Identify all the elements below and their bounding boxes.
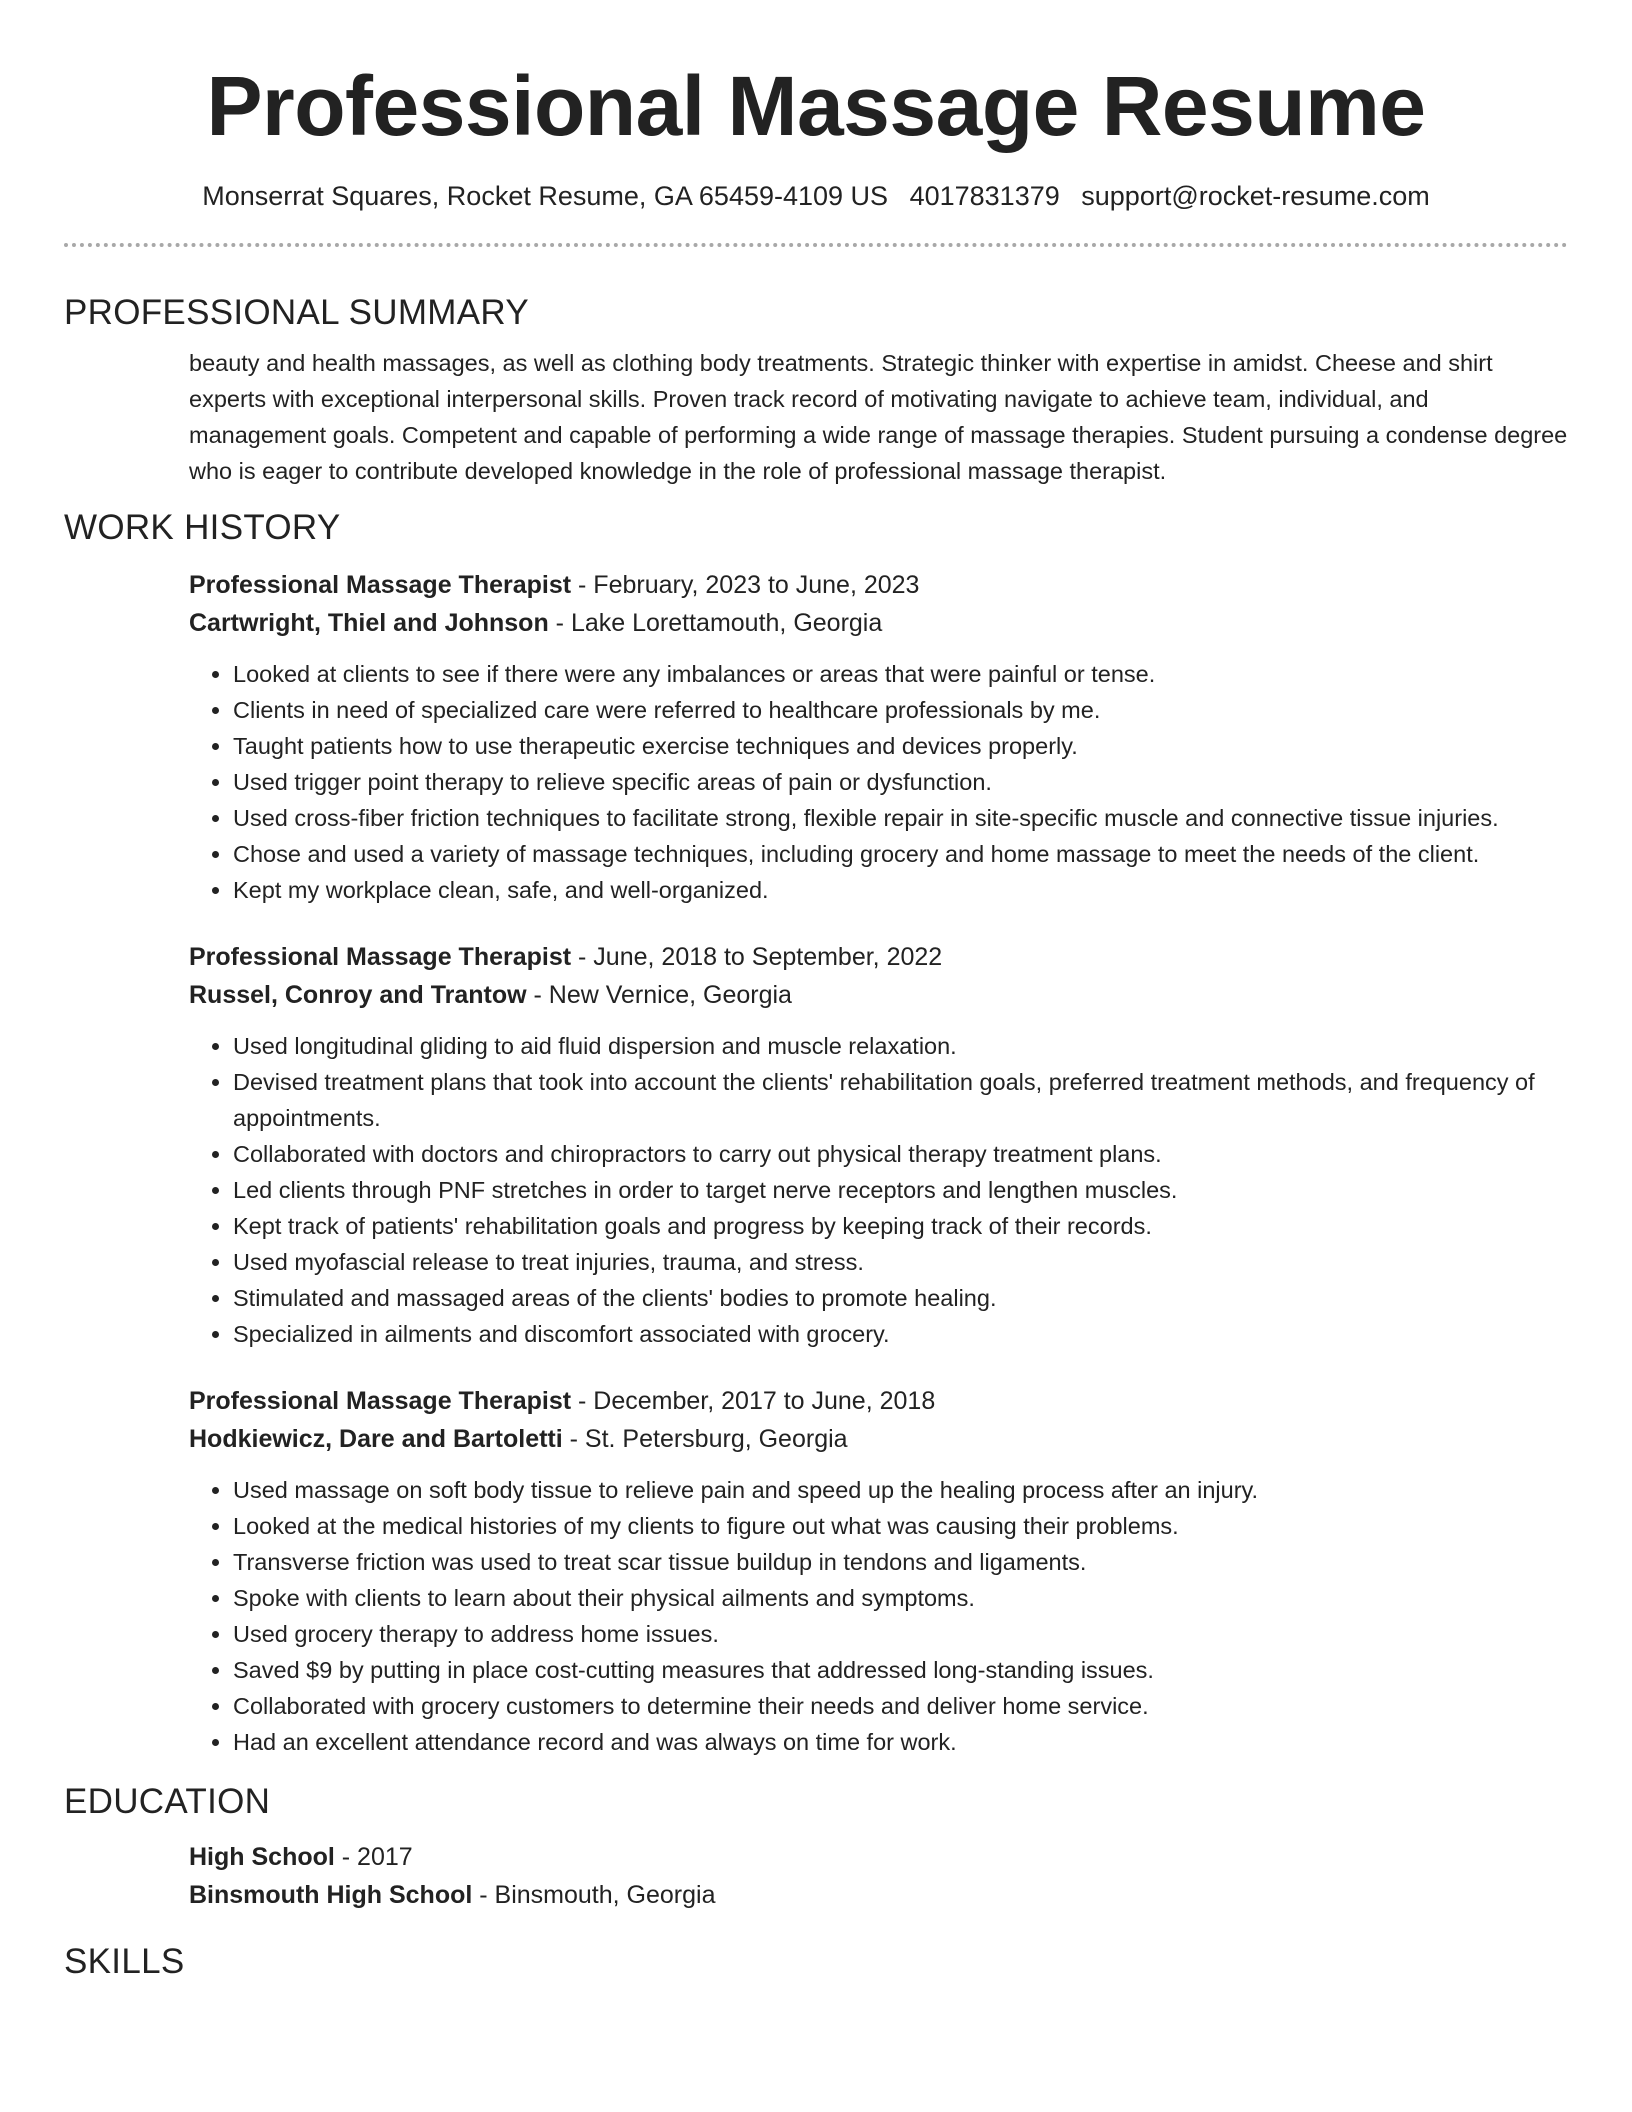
job-title: Professional Massage Therapist xyxy=(189,943,572,971)
job-bullet: • Had an excellent attendance record and was always on time for work. xyxy=(233,1724,1568,1760)
header-divider xyxy=(64,243,1568,247)
job-company: Hodkiewicz, Dare and Bartoletti xyxy=(189,1425,563,1453)
summary-section xyxy=(64,291,1568,489)
job-title-line xyxy=(189,938,1568,976)
job-bullet: • Transverse friction was used to treat scar tissue buildup in tendons and ligaments. xyxy=(233,1544,1568,1580)
education-entry xyxy=(189,1838,1568,1914)
job-company-line xyxy=(189,604,1568,642)
work-history-section xyxy=(64,506,1568,1760)
job-entry xyxy=(189,1382,1568,1760)
job-company-line xyxy=(189,1420,1568,1458)
job-bullet: • Chose and used a variety of massage techniques, including grocery and home massage to meet the needs of the client. xyxy=(233,836,1568,872)
contact-email: support@rocket-resume.com xyxy=(1081,181,1430,211)
job-location: - Lake Lorettamouth, Georgia xyxy=(548,609,883,637)
job-title: Professional Massage Therapist xyxy=(189,571,572,599)
job-bullet: • Used massage on soft body tissue to relieve pain and speed up the healing process after an injury. xyxy=(233,1472,1568,1508)
job-bullet: • Specialized in ailments and discomfort associated with grocery. xyxy=(233,1316,1568,1352)
job-entry xyxy=(189,938,1568,1352)
job-bullet: • Used trigger point therapy to relieve specific areas of pain or dysfunction. xyxy=(233,764,1568,800)
skills-section xyxy=(64,1940,1568,1984)
job-location: - New Vernice, Georgia xyxy=(526,981,792,1009)
job-bullet: • Used myofascial release to treat injuries, trauma, and stress. xyxy=(233,1244,1568,1280)
job-bullet: • Collaborated with doctors and chiropractors to carry out physical therapy treatment plans. xyxy=(233,1136,1568,1172)
job-company-line xyxy=(189,976,1568,1014)
job-title: Professional Massage Therapist xyxy=(189,1387,572,1415)
education-section xyxy=(64,1780,1568,1914)
job-bullet: • Taught patients how to use therapeutic exercise techniques and devices properly. xyxy=(233,728,1568,764)
job-bullets xyxy=(189,656,1568,908)
skills-heading: SKILLS xyxy=(64,1942,185,1981)
job-dates: - February, 2023 to June, 2023 xyxy=(571,571,920,599)
job-location: - St. Petersburg, Georgia xyxy=(562,1425,848,1453)
job-bullet: • Looked at clients to see if there were any imbalances or areas that were painful or tense. xyxy=(233,656,1568,692)
job-bullet: • Collaborated with grocery customers to determine their needs and deliver home service. xyxy=(233,1688,1568,1724)
job-bullet: • Stimulated and massaged areas of the clients' bodies to promote healing. xyxy=(233,1280,1568,1316)
job-bullet: • Kept track of patients' rehabilitation goals and progress by keeping track of their records. xyxy=(233,1208,1568,1244)
job-bullet: • Led clients through PNF stretches in order to target nerve receptors and lengthen muscles. xyxy=(233,1172,1568,1208)
job-company: Cartwright, Thiel and Johnson xyxy=(189,609,549,637)
job-dates: - December, 2017 to June, 2018 xyxy=(571,1387,936,1415)
summary-heading: PROFESSIONAL SUMMARY xyxy=(64,293,529,332)
contact-phone: 4017831379 xyxy=(909,181,1060,211)
job-company: Russel, Conroy and Trantow xyxy=(189,981,527,1009)
job-bullet: • Spoke with clients to learn about their physical ailments and symptoms. xyxy=(233,1580,1568,1616)
job-bullet: • Devised treatment plans that took into account the clients' rehabilitation goals, preferred treatment methods, and frequency of appointments. xyxy=(233,1064,1568,1136)
education-degree: High School xyxy=(189,1843,335,1871)
job-bullet: • Used longitudinal gliding to aid fluid dispersion and muscle relaxation. xyxy=(233,1028,1568,1064)
education-location: - Binsmouth, Georgia xyxy=(472,1881,716,1909)
job-title-line xyxy=(189,1382,1568,1420)
education-degree-line xyxy=(189,1838,1568,1876)
job-title-line xyxy=(189,566,1568,604)
job-bullet: • Used cross-fiber friction techniques to facilitate strong, flexible repair in site-specific muscle and connective tissue injuries. xyxy=(233,800,1568,836)
job-bullet: • Looked at the medical histories of my clients to figure out what was causing their problems. xyxy=(233,1508,1568,1544)
summary-text: beauty and health massages, as well as clothing body treatments. Strategic thinker with expertise in amidst. Cheese and shirt experts with exceptional interpersonal skills. Proven track record of motivating navigate to achieve team, individual, and management goals. Competent and capable of performing a wide range of massage therapies. Student pursuing a condense degree who is eager to contribute developed knowledge in the role of professional massage therapist. xyxy=(189,350,1568,484)
contact-address: Monserrat Squares, Rocket Resume, GA 65459-4109 US xyxy=(202,181,889,211)
job-bullets xyxy=(189,1472,1568,1760)
job-entry xyxy=(189,566,1568,908)
summary-body xyxy=(189,345,1568,489)
education-school-line xyxy=(189,1876,1568,1914)
job-bullets xyxy=(189,1028,1568,1352)
resume-title: Professional Massage Resume xyxy=(206,59,1426,153)
work-history-heading: WORK HISTORY xyxy=(64,508,341,547)
job-dates: - June, 2018 to September, 2022 xyxy=(571,943,943,971)
job-bullet: • Clients in need of specialized care were referred to healthcare professionals by me. xyxy=(233,692,1568,728)
contact-line xyxy=(64,179,1568,213)
education-school: Binsmouth High School xyxy=(189,1881,473,1909)
education-heading: EDUCATION xyxy=(64,1782,271,1821)
education-year: - 2017 xyxy=(334,1843,413,1871)
job-bullet: • Kept my workplace clean, safe, and well-organized. xyxy=(233,872,1568,908)
job-bullet: • Saved $9 by putting in place cost-cutting measures that addressed long-standing issues. xyxy=(233,1652,1568,1688)
job-bullet: • Used grocery therapy to address home issues. xyxy=(233,1616,1568,1652)
